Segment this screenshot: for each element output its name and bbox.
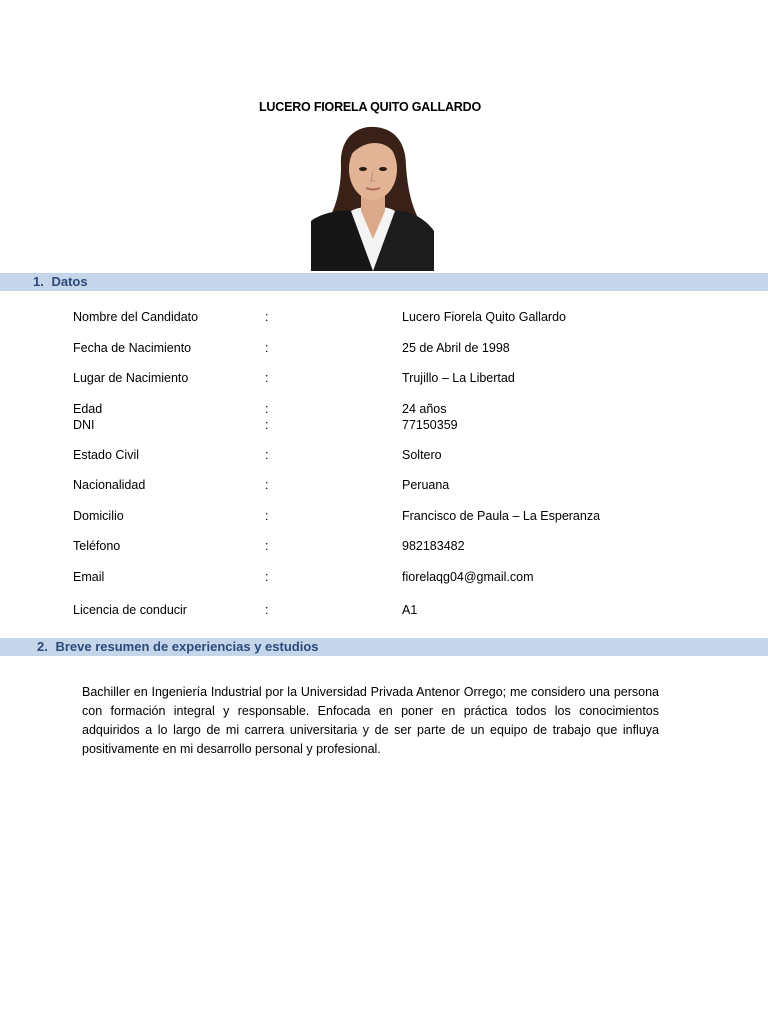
field-colon: : [265,341,269,355]
field-value: Peruana [402,478,450,492]
field-row-domicilio [0,508,768,524]
field-row-dni [0,417,768,433]
summary-paragraph: Bachiller en Ingeniería Industrial por la Universidad Privada Antenor Orrego; me considero una persona con formación integral y responsable. Enfocada en poner en práctica todos los conocimientos adquiridos a lo largo de mi carrera universitaria y de ser parte de un equipo de trabajo que influya positivamente en mi desarrollo personal y profesional. [82,685,659,756]
section-number: 2. [37,639,48,654]
field-row-lugar-nacimiento [0,370,768,386]
field-row-estado-civil [0,447,768,463]
field-value: Lucero Fiorela Quito Gallardo [402,310,566,324]
field-colon: : [265,570,269,584]
field-value: A1 [402,603,418,617]
field-colon: : [265,478,269,492]
field-row-licencia [0,602,768,618]
field-value: Francisco de Paula – La Esperanza [402,509,601,523]
field-row-email [0,569,768,585]
section-number: 1. [33,274,44,289]
field-label: Edad [73,402,103,416]
field-value: Soltero [402,448,442,462]
field-label: DNI [73,418,95,432]
field-label: Nacionalidad [73,478,146,492]
field-value: 982183482 [402,539,465,553]
field-row-fecha-nacimiento [0,340,768,356]
field-label: Lugar de Nacimiento [73,371,189,385]
page-title: LUCERO FIORELA QUITO GALLARDO [259,100,481,114]
section-title: Breve resumen de experiencias y estudios [55,639,319,654]
field-label: Email [73,570,105,584]
section-header-datos [0,273,768,291]
field-colon: : [265,402,269,416]
candidate-photo [311,121,434,271]
field-label: Nombre del Candidato [73,310,199,324]
field-row-edad [0,401,768,417]
field-label: Licencia de conducir [73,603,187,617]
field-value: 24 años [402,402,447,416]
field-label: Teléfono [73,539,121,553]
field-value: 77150359 [402,418,458,432]
field-colon: : [265,509,269,523]
field-row-nombre [0,309,768,325]
field-row-nacionalidad [0,477,768,493]
field-colon: : [265,539,269,553]
field-label: Fecha de Nacimiento [73,341,192,355]
field-colon: : [265,371,269,385]
section-header-resumen [0,638,768,656]
field-colon: : [265,448,269,462]
field-colon: : [265,418,269,432]
field-row-telefono [0,538,768,554]
field-colon: : [265,310,269,324]
field-value: 25 de Abril de 1998 [402,341,510,355]
section-title: Datos [51,274,88,289]
field-value: Trujillo – La Libertad [402,371,515,385]
field-value: fiorelaqg04@gmail.com [402,570,534,584]
field-label: Domicilio [73,509,124,523]
field-colon: : [265,603,269,617]
field-label: Estado Civil [73,448,139,462]
